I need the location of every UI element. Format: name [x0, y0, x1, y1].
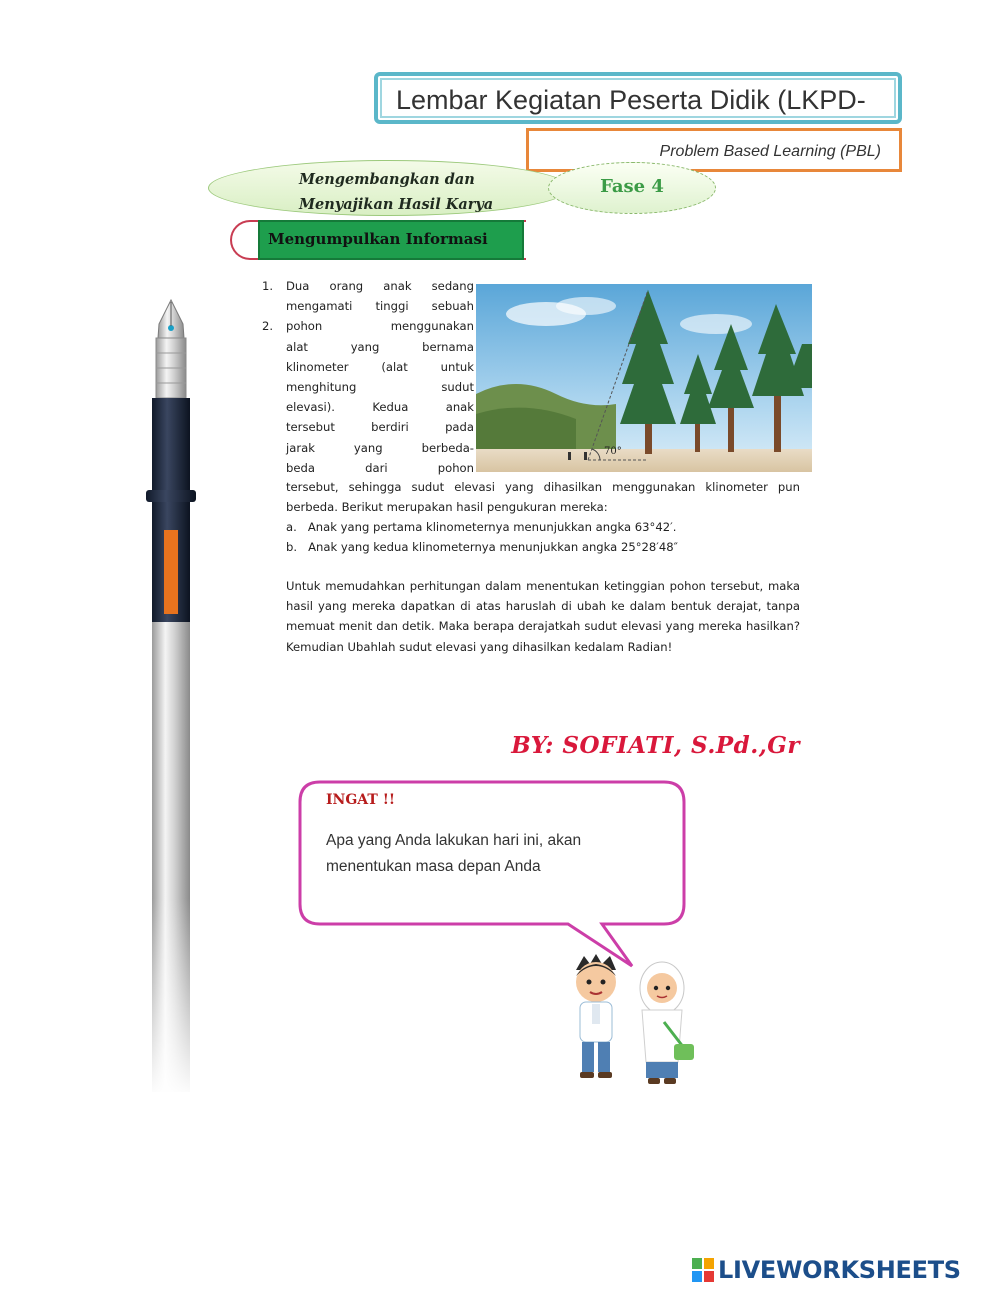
problem-text-line: mengamati tinggi sebuah	[286, 299, 474, 314]
boy-figure	[576, 954, 616, 1078]
phase-badge	[548, 162, 716, 214]
problem-text-line: beda dari pohon	[286, 460, 474, 475]
problem-text-line: pohon menggunakan	[286, 319, 474, 334]
stage-line-1: Mengembangkan dan	[299, 171, 475, 188]
brand-logo	[692, 1256, 961, 1284]
problem-number-2: 2.	[262, 319, 274, 334]
stage-line-2: Menyajikan Hasil Karya	[299, 196, 494, 213]
measurement-b	[286, 537, 678, 557]
problem-text-line: alat yang bernama	[286, 339, 474, 354]
problem-text-line: klinometer (alat untuk	[286, 359, 474, 374]
problem-line-3	[262, 316, 474, 336]
stage-banner-text	[299, 167, 493, 217]
subtitle-box	[526, 128, 902, 172]
page-title: Lembar Kegiatan Peserta Didik (LKPD-	[396, 85, 866, 115]
problem-text-line: Dua orang anak sedang	[286, 279, 474, 293]
measurement-b-label: b.	[286, 540, 298, 554]
angle-label: 70°	[604, 446, 622, 457]
problem-continuation: tersebut, sehingga sudut elevasi yang dihasilkan menggunakan klinometer pun berbeda. Berikut merupakan hasil pengukuran mereka:	[286, 480, 800, 515]
problem-line-2	[262, 296, 474, 316]
question-paragraph: Untuk memudahkan perhitungan dalam menentukan ketinggian pohon tersebut, maka hasil yang mereka dapatkan di atas haruslah di ubah ke dalam bentuk derajat, tanpa memuat menit dan detik. Maka berapa derajatkah sudut elevasi yang mereka hasilkan? Kemudian Ubahlah sudut elevasi yang dihasilkan kedalam Radian!	[286, 579, 800, 654]
problem-intro	[262, 276, 474, 478]
reminder-text: Apa yang Anda lakukan hari ini, akan menentukan masa depan Anda	[326, 832, 582, 875]
problem-text-line: elevasi). Kedua anak	[286, 400, 474, 415]
students-illustration	[566, 952, 702, 1092]
problem-line-1	[262, 276, 474, 296]
problem-number-1: 1.	[262, 279, 274, 293]
section-heading	[258, 220, 524, 260]
liveworksheets-icon	[692, 1258, 714, 1282]
author-signature: BY: SOFIATI, S.Pd.,Gr	[511, 732, 800, 759]
measurement-a-label: a.	[286, 520, 297, 534]
stage-banner	[208, 160, 570, 216]
brand-name: LIVEWORKSHEETS	[718, 1256, 961, 1284]
problem-text-line: menghitung sudut	[286, 380, 474, 395]
reminder-title: INGAT !!	[326, 792, 395, 808]
measurement-a-text: Anak yang pertama klinometernya menunjukkan angka 63°42′.	[307, 520, 677, 534]
page-subtitle: Problem Based Learning (PBL)	[659, 143, 881, 160]
phase-label: Fase 4	[600, 176, 664, 197]
pen-illustration	[144, 298, 198, 1098]
forest-illustration	[476, 284, 812, 472]
problem-text-line: jarak yang berbeda-	[286, 440, 474, 455]
measurement-a	[286, 517, 676, 537]
problem-text-line: tersebut berdiri pada	[286, 420, 474, 435]
title-box	[374, 72, 902, 124]
section-heading-text: Mengumpulkan Informasi	[268, 230, 488, 248]
girl-figure	[640, 962, 694, 1084]
measurement-b-text: Anak yang kedua klinometernya menunjukkan angka 25°28′48″	[308, 540, 678, 554]
